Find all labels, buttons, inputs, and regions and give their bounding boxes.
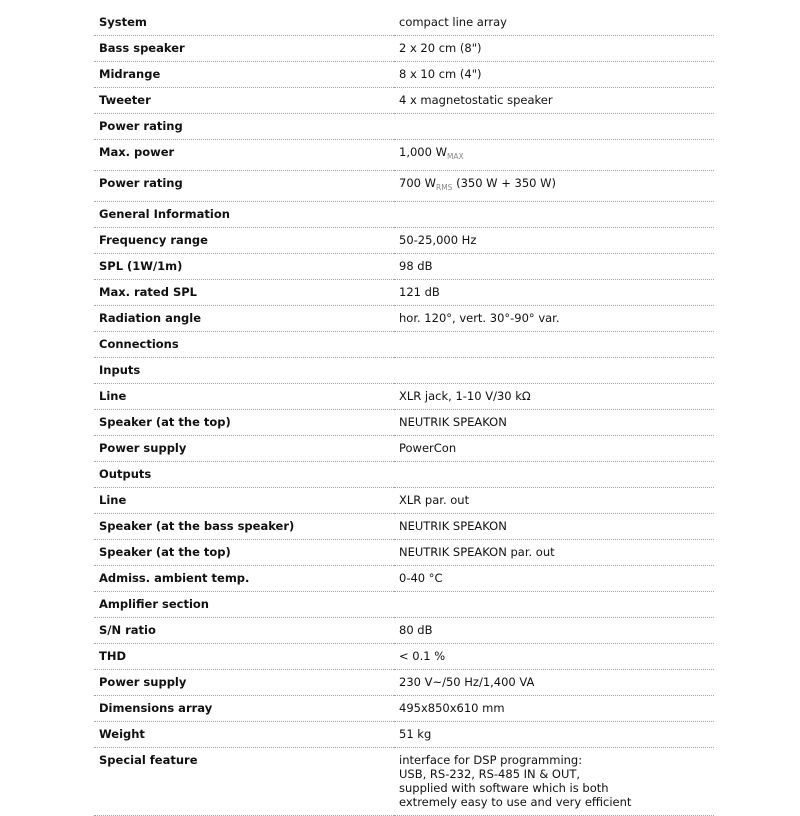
spec-row-bass-speaker bbox=[94, 36, 714, 62]
spec-table bbox=[94, 10, 714, 816]
spec-row-output-line bbox=[94, 488, 714, 514]
spec-row-tweeter bbox=[94, 88, 714, 114]
spec-row-dimensions bbox=[94, 696, 714, 722]
spec-section-connections bbox=[94, 332, 714, 358]
spec-row-max-rated-spl bbox=[94, 280, 714, 306]
spec-value: 121 dB bbox=[394, 280, 714, 306]
spec-label: THD bbox=[94, 644, 394, 670]
spec-value: 495x850x610 mm bbox=[394, 696, 714, 722]
value-main: 1,000 W bbox=[399, 145, 447, 159]
spec-value: XLR par. out bbox=[394, 488, 714, 514]
value-line: interface for DSP programming: bbox=[399, 753, 583, 767]
spec-value: 2 x 20 cm (8") bbox=[394, 36, 714, 62]
spec-label: Line bbox=[94, 384, 394, 410]
spec-row-midrange bbox=[94, 62, 714, 88]
value-subscript: MAX bbox=[446, 152, 464, 161]
section-heading: Amplifier section bbox=[94, 592, 394, 618]
section-heading: Inputs bbox=[94, 358, 394, 384]
spec-row-input-power-supply bbox=[94, 436, 714, 462]
spec-value: 80 dB bbox=[394, 618, 714, 644]
value-subscript: RMS bbox=[435, 183, 453, 192]
spec-label: S/N ratio bbox=[94, 618, 394, 644]
spec-value: NEUTRIK SPEAKON bbox=[394, 410, 714, 436]
spec-value bbox=[394, 462, 714, 488]
spec-value: PowerCon bbox=[394, 436, 714, 462]
section-heading: Power rating bbox=[94, 114, 394, 140]
spec-value bbox=[394, 140, 714, 171]
spec-section-inputs bbox=[94, 358, 714, 384]
spec-row-spl bbox=[94, 254, 714, 280]
spec-label: Radiation angle bbox=[94, 306, 394, 332]
spec-value: 0-40 °C bbox=[394, 566, 714, 592]
spec-value: 51 kg bbox=[394, 722, 714, 748]
spec-value: hor. 120°, vert. 30°-90° var. bbox=[394, 306, 714, 332]
spec-label: Power rating bbox=[94, 171, 394, 202]
spec-label: Special feature bbox=[94, 748, 394, 816]
spec-row-output-speaker-top bbox=[94, 540, 714, 566]
spec-label: Weight bbox=[94, 722, 394, 748]
spec-row-ambient-temp bbox=[94, 566, 714, 592]
spec-label: Midrange bbox=[94, 62, 394, 88]
spec-value: compact line array bbox=[394, 10, 714, 36]
spec-row-output-speaker-bass bbox=[94, 514, 714, 540]
spec-label: Speaker (at the top) bbox=[94, 540, 394, 566]
spec-row-radiation-angle bbox=[94, 306, 714, 332]
spec-value bbox=[394, 332, 714, 358]
spec-label: Max. rated SPL bbox=[94, 280, 394, 306]
spec-label: Tweeter bbox=[94, 88, 394, 114]
spec-value: 4 x magnetostatic speaker bbox=[394, 88, 714, 114]
spec-row-max-power bbox=[94, 140, 714, 171]
spec-value: 230 V~/50 Hz/1,400 VA bbox=[394, 670, 714, 696]
spec-value bbox=[394, 114, 714, 140]
spec-row-system bbox=[94, 10, 714, 36]
spec-label: Bass speaker bbox=[94, 36, 394, 62]
spec-value bbox=[394, 358, 714, 384]
spec-value: 8 x 10 cm (4") bbox=[394, 62, 714, 88]
value-suffix: (350 W + 350 W) bbox=[452, 176, 556, 190]
spec-label: Frequency range bbox=[94, 228, 394, 254]
spec-section-general-information bbox=[94, 202, 714, 228]
spec-row-weight bbox=[94, 722, 714, 748]
spec-value bbox=[394, 171, 714, 202]
spec-row-special-feature bbox=[94, 748, 714, 816]
spec-label: System bbox=[94, 10, 394, 36]
spec-label: Line bbox=[94, 488, 394, 514]
spec-label: Power supply bbox=[94, 670, 394, 696]
spec-label: SPL (1W/1m) bbox=[94, 254, 394, 280]
spec-label: Max. power bbox=[94, 140, 394, 171]
spec-section-amplifier bbox=[94, 592, 714, 618]
spec-value bbox=[394, 748, 714, 816]
spec-value bbox=[394, 202, 714, 228]
spec-row-sn-ratio bbox=[94, 618, 714, 644]
spec-value: 50-25,000 Hz bbox=[394, 228, 714, 254]
spec-value: < 0.1 % bbox=[394, 644, 714, 670]
spec-row-input-speaker-top bbox=[94, 410, 714, 436]
value-main: 700 W bbox=[399, 176, 436, 190]
value-line: USB, RS-232, RS-485 IN & OUT, bbox=[399, 767, 581, 781]
value-line: supplied with software which is both bbox=[399, 781, 609, 795]
spec-section-power-rating bbox=[94, 114, 714, 140]
spec-label: Power supply bbox=[94, 436, 394, 462]
spec-row-frequency-range bbox=[94, 228, 714, 254]
spec-section-outputs bbox=[94, 462, 714, 488]
section-heading: Outputs bbox=[94, 462, 394, 488]
spec-row-power-rating-rms bbox=[94, 171, 714, 202]
spec-value: 98 dB bbox=[394, 254, 714, 280]
spec-value bbox=[394, 592, 714, 618]
spec-value: NEUTRIK SPEAKON bbox=[394, 514, 714, 540]
spec-value: XLR jack, 1-10 V/30 kΩ bbox=[394, 384, 714, 410]
spec-label: Speaker (at the bass speaker) bbox=[94, 514, 394, 540]
value-line: extremely easy to use and very efficient bbox=[399, 795, 632, 809]
spec-label: Admiss. ambient temp. bbox=[94, 566, 394, 592]
spec-row-amp-power-supply bbox=[94, 670, 714, 696]
spec-label: Dimensions array bbox=[94, 696, 394, 722]
section-heading: Connections bbox=[94, 332, 394, 358]
spec-label: Speaker (at the top) bbox=[94, 410, 394, 436]
section-heading: General Information bbox=[94, 202, 394, 228]
spec-row-thd bbox=[94, 644, 714, 670]
spec-row-input-line bbox=[94, 384, 714, 410]
spec-value: NEUTRIK SPEAKON par. out bbox=[394, 540, 714, 566]
